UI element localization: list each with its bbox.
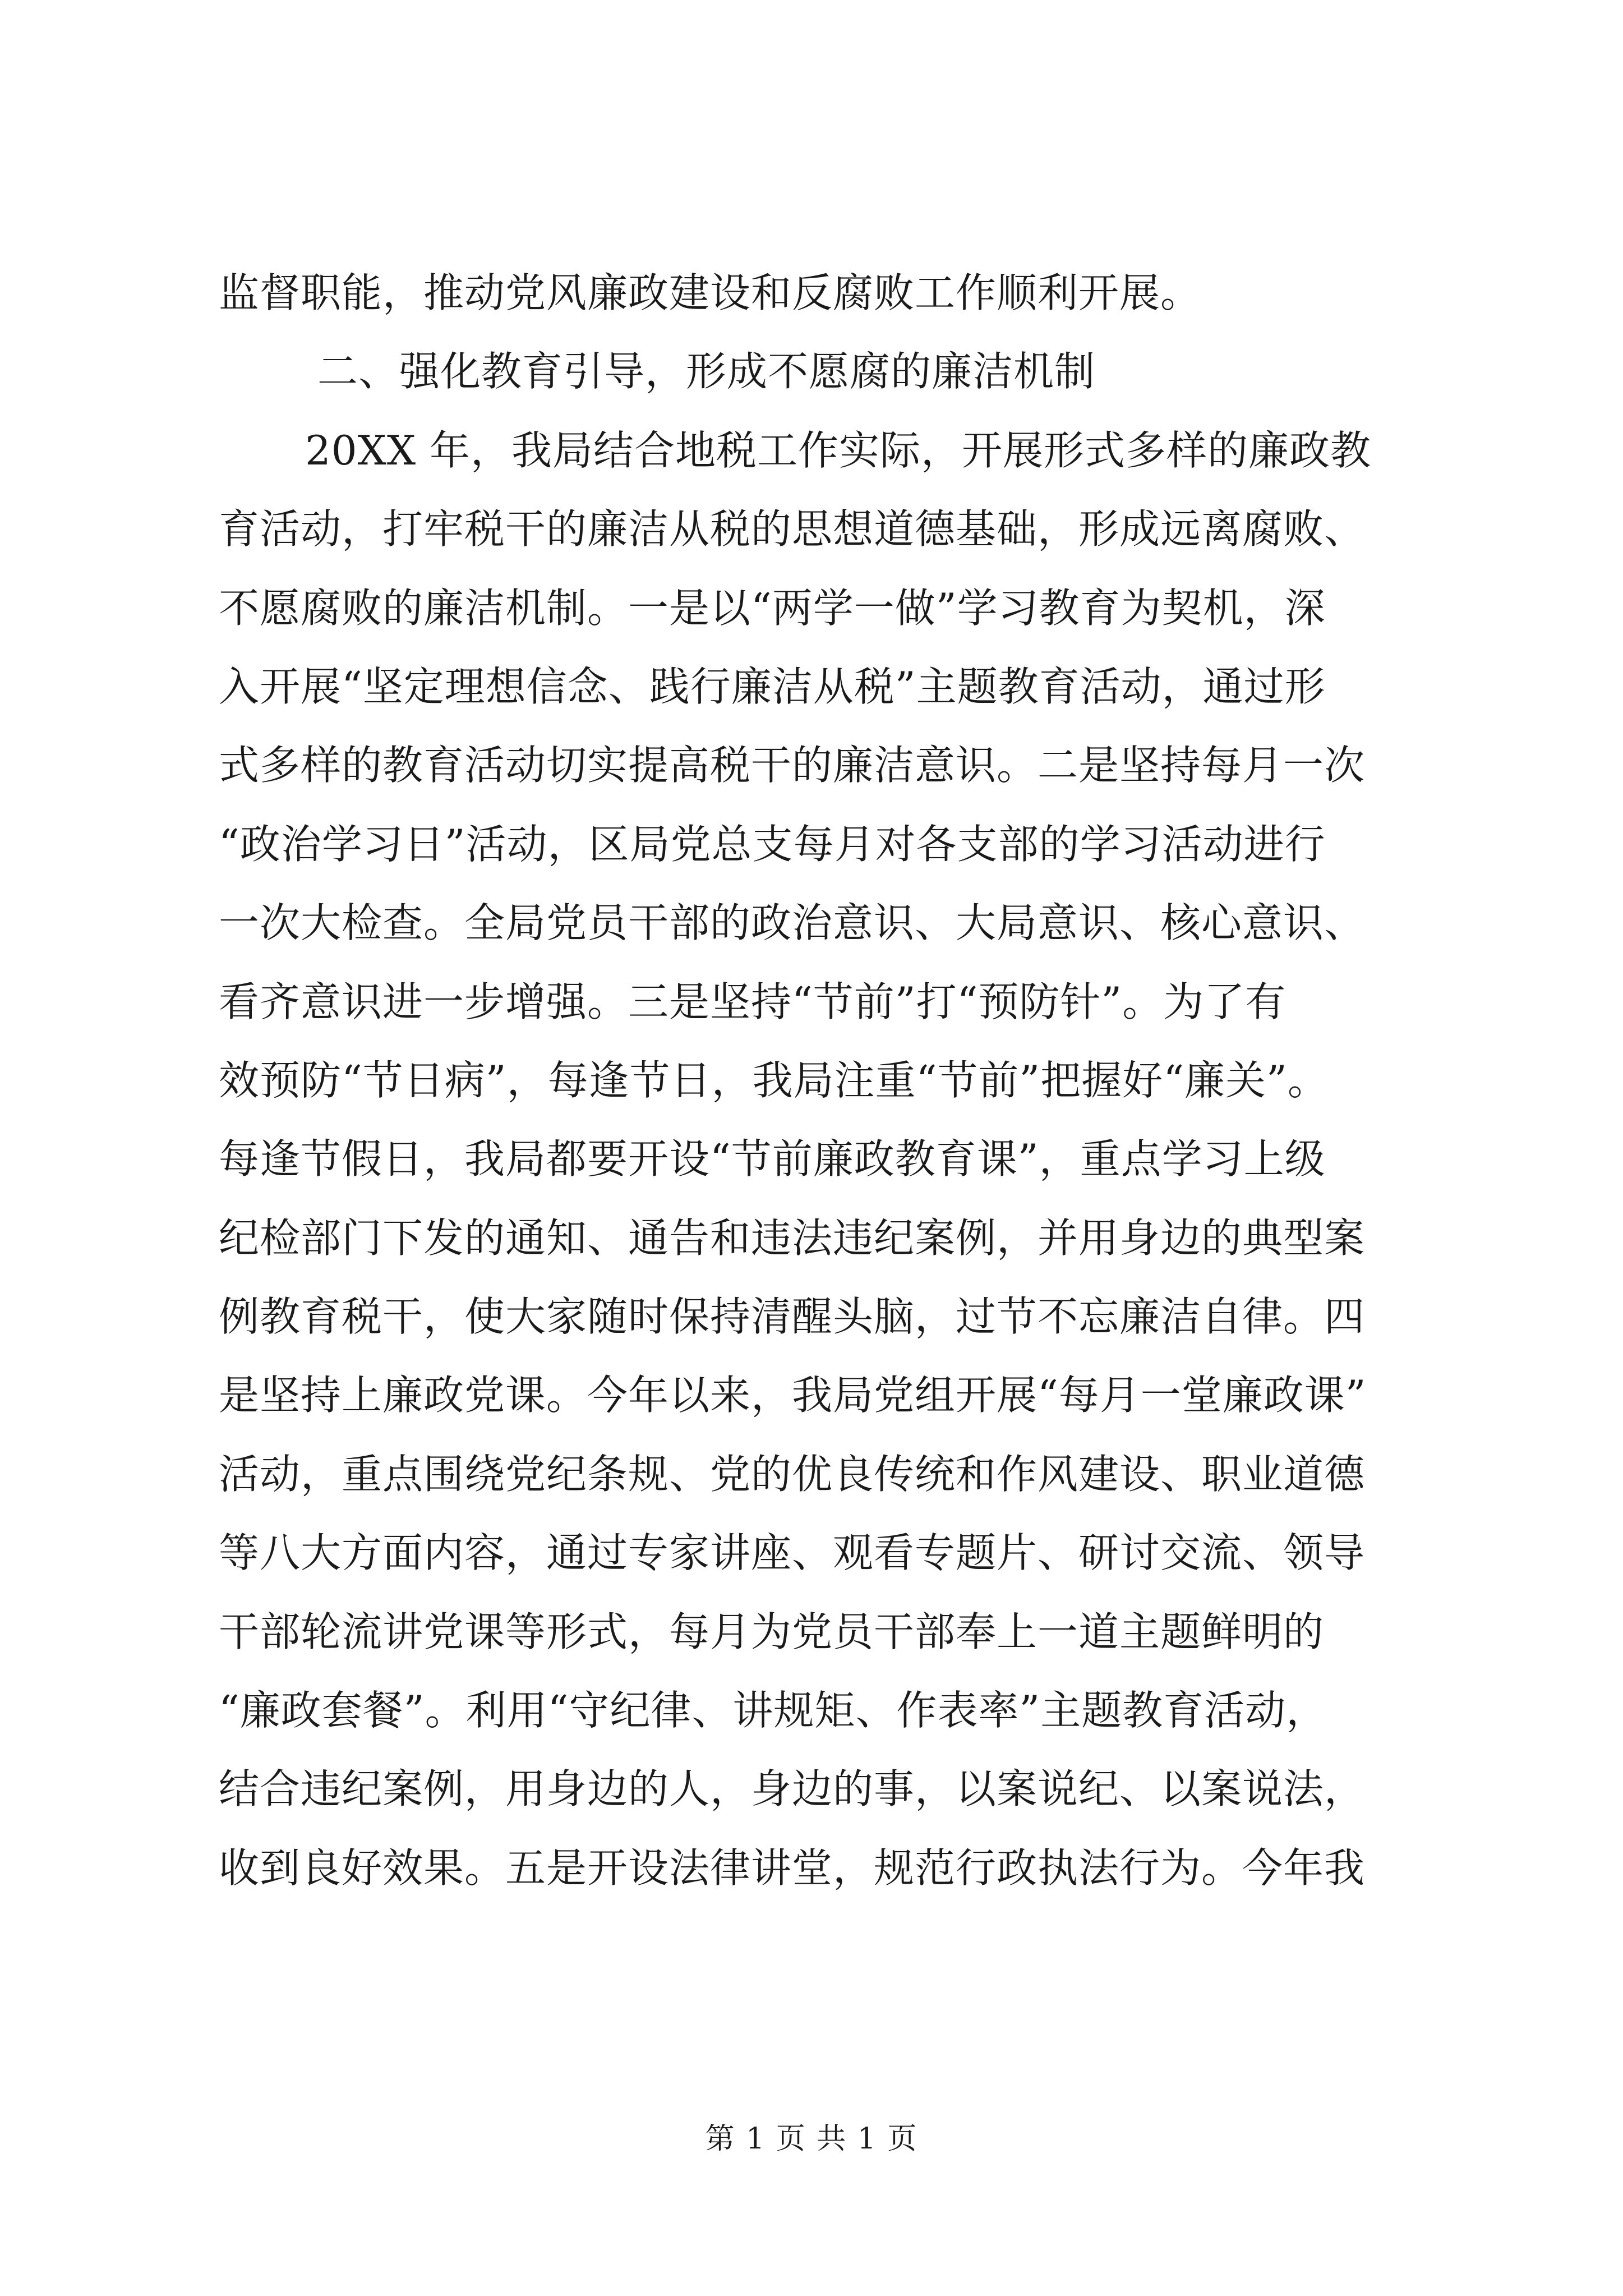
body-line: 入开展“坚定理想信念、践行廉洁从税”主题教育活动，通过形 — [219, 662, 1326, 710]
body-line: 看齐意识进一步增强。三是坚持“节前”打“预防针”。为了有 — [219, 978, 1287, 1025]
page-footer — [0, 2119, 1623, 2159]
body-line: “廉政套餐”。利用“守纪律、讲规矩、作表率”主题教育活动， — [219, 1687, 1327, 1734]
body-line: 例教育税干，使大家随时保持清醒头脑，过节不忘廉洁自律。四 — [219, 1293, 1366, 1341]
body-line: 结合违纪案例，用身边的人，身边的事，以案说纪、以案说法， — [219, 1765, 1366, 1813]
body-line: 收到良好效果。五是开设法律讲堂，规范行政执法行为。今年我 — [219, 1844, 1366, 1892]
body-line: 是坚持上廉政党课。今年以来，我局党组开展“每月一堂廉政课” — [219, 1372, 1367, 1419]
body-line: 干部轮流讲党课等形式，每月为党员干部奉上一道主题鲜明的 — [219, 1608, 1325, 1655]
document-body — [219, 254, 1458, 1907]
section-heading: 二、强化教育引导，形成不愿腐的廉洁机制 — [317, 348, 1096, 395]
body-line: 等八大方面内容，通过专家讲座、观看专题片、研讨交流、领导 — [219, 1529, 1366, 1577]
body-line: 每逢节假日，我局都要开设“节前廉政教育课”，重点学习上级 — [219, 1135, 1326, 1183]
body-line: “政治学习日”活动，区局党总支每月对各支部的学习活动进行 — [219, 820, 1326, 868]
body-line: 式多样的教育活动切实提高税干的廉洁意识。二是坚持每月一次 — [219, 742, 1366, 789]
body-line: 纪检部门下发的通知、通告和违法违纪案例，并用身边的典型案 — [219, 1214, 1366, 1262]
body-line: 一次大检查。全局党员干部的政治意识、大局意识、核心意识、 — [219, 899, 1366, 947]
body-line: 不愿腐败的廉洁机制。一是以“两学一做”学习教育为契机，深 — [219, 584, 1326, 632]
page-number: 第 1 页 共 1 页 — [705, 2122, 918, 2156]
body-line: 监督职能，推动党风廉政建设和反腐败工作顺利开展。 — [219, 269, 1202, 316]
body-line: 20XX 年，我局结合地税工作实际，开展形式多样的廉政教 — [305, 426, 1372, 474]
body-line: 育活动，打牢税干的廉洁从税的思想道德基础，形成远离腐败、 — [219, 505, 1366, 553]
body-line: 效预防“节日病”，每逢节日，我局注重“节前”把握好“廉关”。 — [219, 1056, 1329, 1104]
body-line: 活动，重点围绕党纪条规、党的优良传统和作风建设、职业道德 — [219, 1450, 1366, 1498]
